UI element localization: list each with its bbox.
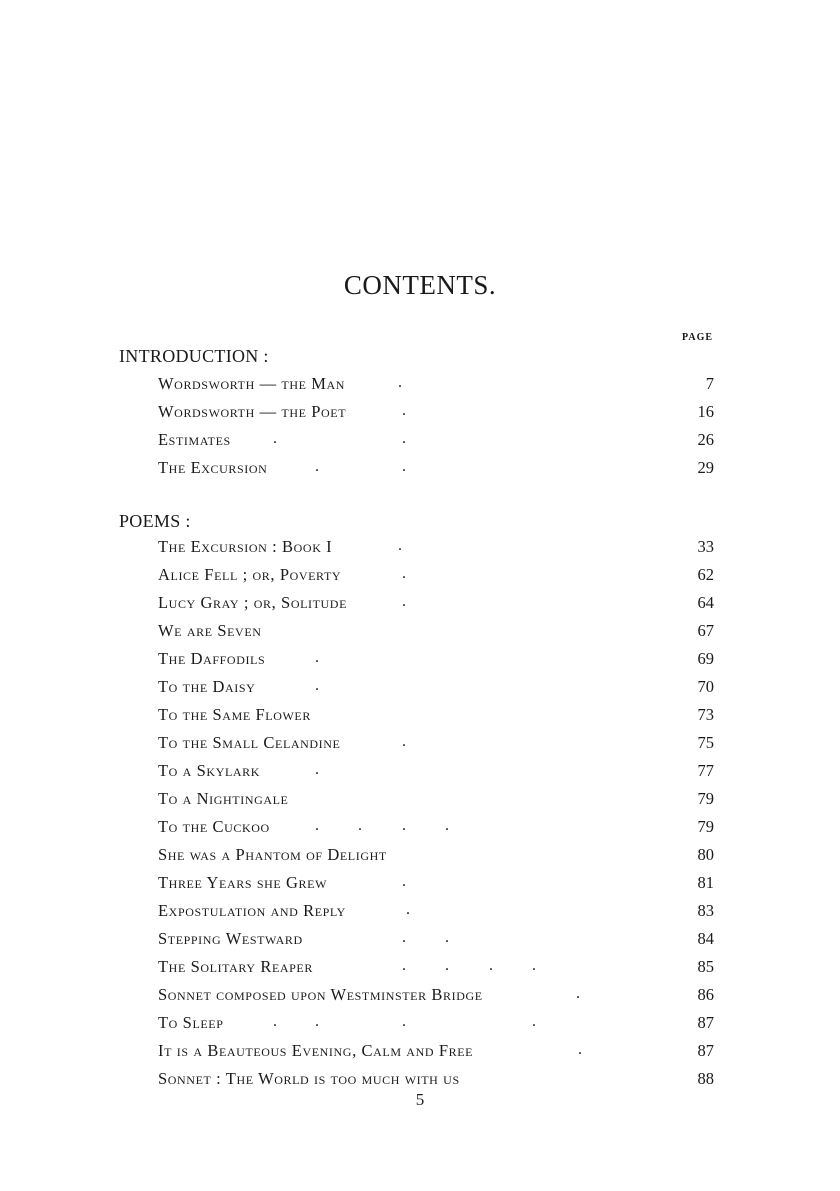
leader-dot: . xyxy=(358,817,362,834)
toc-entry[interactable] xyxy=(158,649,714,673)
toc-entry[interactable] xyxy=(158,985,714,1009)
toc-entry-page: 73 xyxy=(697,705,714,724)
leader-dot: . xyxy=(315,458,319,475)
toc-entry-title: To the Daisy xyxy=(158,677,256,696)
toc-entry-title: We are Seven xyxy=(158,621,262,640)
page-title: CONTENTS. xyxy=(343,270,497,300)
toc-entry[interactable] xyxy=(158,677,714,701)
leader-dot: . xyxy=(273,430,277,447)
toc-entry[interactable] xyxy=(158,621,714,645)
toc-entry-page: 75 xyxy=(697,733,714,752)
toc-entry[interactable] xyxy=(158,929,714,953)
toc-entry-title: To the Cuckoo xyxy=(158,817,270,836)
leader-dot: . xyxy=(445,817,449,834)
leader-dot: . xyxy=(402,733,406,750)
leader-dot: . xyxy=(402,565,406,582)
toc-entry-page: 80 xyxy=(697,845,714,864)
toc-entry-page: 70 xyxy=(697,677,714,696)
toc-entry-title: Sonnet composed upon Westminster Bridge xyxy=(158,985,483,1004)
leader-dot: . xyxy=(402,430,406,447)
toc-entry-title: The Excursion xyxy=(158,458,268,477)
toc-entry[interactable] xyxy=(158,458,714,482)
leader-dot: . xyxy=(406,901,410,918)
toc-entry[interactable] xyxy=(158,817,714,841)
toc-entry-title: The Excursion : Book I xyxy=(158,537,333,556)
leader-dot: . xyxy=(402,458,406,475)
toc-entry[interactable] xyxy=(158,593,714,617)
toc-entry-page: 62 xyxy=(697,565,714,584)
toc-entry[interactable] xyxy=(158,430,714,454)
toc-entry-title: To a Nightingale xyxy=(158,789,289,808)
toc-entry-page: 64 xyxy=(697,593,714,612)
leader-dot: . xyxy=(315,1013,319,1030)
toc-entry-page: 7 xyxy=(705,374,714,393)
toc-entry-page: 69 xyxy=(697,649,714,668)
toc-entry-page: 84 xyxy=(697,929,714,948)
toc-entry-page: 67 xyxy=(697,621,714,640)
leader-dot: . xyxy=(489,957,493,974)
toc-entry[interactable] xyxy=(158,733,714,757)
section-heading-poems: POEMS : xyxy=(119,511,191,531)
toc-entry[interactable] xyxy=(158,957,714,981)
toc-entry-title: Three Years she Grew xyxy=(158,873,328,892)
toc-entry-page: 79 xyxy=(697,817,714,836)
toc-entry-page: 77 xyxy=(697,761,714,780)
leader-dot: . xyxy=(445,929,449,946)
toc-entry-page: 87 xyxy=(697,1041,714,1060)
toc-entry[interactable] xyxy=(158,537,714,561)
toc-entry-page: 83 xyxy=(697,901,714,920)
toc-entry-title: Expostulation and Reply xyxy=(158,901,346,920)
toc-entry[interactable] xyxy=(158,374,714,398)
section-heading-introduction: INTRODUCTION : xyxy=(119,346,269,366)
toc-entry-page: 26 xyxy=(697,430,714,449)
leader-dot: . xyxy=(445,957,449,974)
toc-entry[interactable] xyxy=(158,761,714,785)
leader-dot: . xyxy=(402,1013,406,1030)
toc-entry-page: 29 xyxy=(697,458,714,477)
toc-entry-title: The Daffodils xyxy=(158,649,266,668)
toc-entry-title: Estimates xyxy=(158,430,231,449)
toc-entry-title: To the Small Celandine xyxy=(158,733,341,752)
toc-entry[interactable] xyxy=(158,789,714,813)
toc-entry-title: Sonnet : The World is too much with us xyxy=(158,1069,460,1088)
toc-entry-title: Wordsworth — the Man xyxy=(158,374,346,393)
toc-entry-page: 88 xyxy=(697,1069,714,1088)
leader-dot: . xyxy=(315,677,319,694)
toc-entry-page: 33 xyxy=(697,537,714,556)
page-column-label: PAGE xyxy=(682,332,714,343)
toc-entry-page: 86 xyxy=(697,985,714,1004)
leader-dot: . xyxy=(315,649,319,666)
toc-entry-title: To the Same Flower xyxy=(158,705,311,724)
toc-entry-page: 85 xyxy=(697,957,714,976)
toc-entry[interactable] xyxy=(158,1013,714,1037)
leader-dot: . xyxy=(402,817,406,834)
toc-entry-title: To a Skylark xyxy=(158,761,261,780)
leader-dot: . xyxy=(315,761,319,778)
leader-dot: . xyxy=(398,374,402,391)
toc-entry-title: It is a Beauteous Evening, Calm and Free xyxy=(158,1041,474,1060)
toc-entry-title: Lucy Gray ; or, Solitude xyxy=(158,593,348,612)
toc-entry[interactable] xyxy=(158,873,714,897)
toc-entry[interactable] xyxy=(158,705,714,729)
toc-entry[interactable] xyxy=(158,1041,714,1065)
toc-entry-title: Wordsworth — the Poet xyxy=(158,402,347,421)
leader-dot: . xyxy=(578,1041,582,1058)
leader-dot: . xyxy=(532,957,536,974)
leader-dot: . xyxy=(402,957,406,974)
page-number: 5 xyxy=(415,1090,425,1109)
leader-dot: . xyxy=(402,873,406,890)
leader-dot: . xyxy=(402,593,406,610)
toc-entry[interactable] xyxy=(158,565,714,589)
leader-dot: . xyxy=(402,929,406,946)
leader-dot: . xyxy=(402,402,406,419)
toc-entry[interactable] xyxy=(158,901,714,925)
leader-dot: . xyxy=(398,537,402,554)
toc-entry-title: The Solitary Reaper xyxy=(158,957,313,976)
leader-dot: . xyxy=(315,817,319,834)
toc-entry-page: 81 xyxy=(697,873,714,892)
toc-entry-title: She was a Phantom of Delight xyxy=(158,845,387,864)
toc-entry-page: 87 xyxy=(697,1013,714,1032)
toc-entry-title: Alice Fell ; or, Poverty xyxy=(158,565,342,584)
leader-dot: . xyxy=(273,1013,277,1030)
toc-entry-page: 16 xyxy=(697,402,714,421)
toc-entry-title: Stepping Westward xyxy=(158,929,303,948)
toc-entry[interactable] xyxy=(158,845,714,869)
toc-entry[interactable] xyxy=(158,402,714,426)
leader-dot: . xyxy=(532,1013,536,1030)
leader-dot: . xyxy=(576,985,580,1002)
toc-entry-title: To Sleep xyxy=(158,1013,224,1032)
toc-entry-page: 79 xyxy=(697,789,714,808)
